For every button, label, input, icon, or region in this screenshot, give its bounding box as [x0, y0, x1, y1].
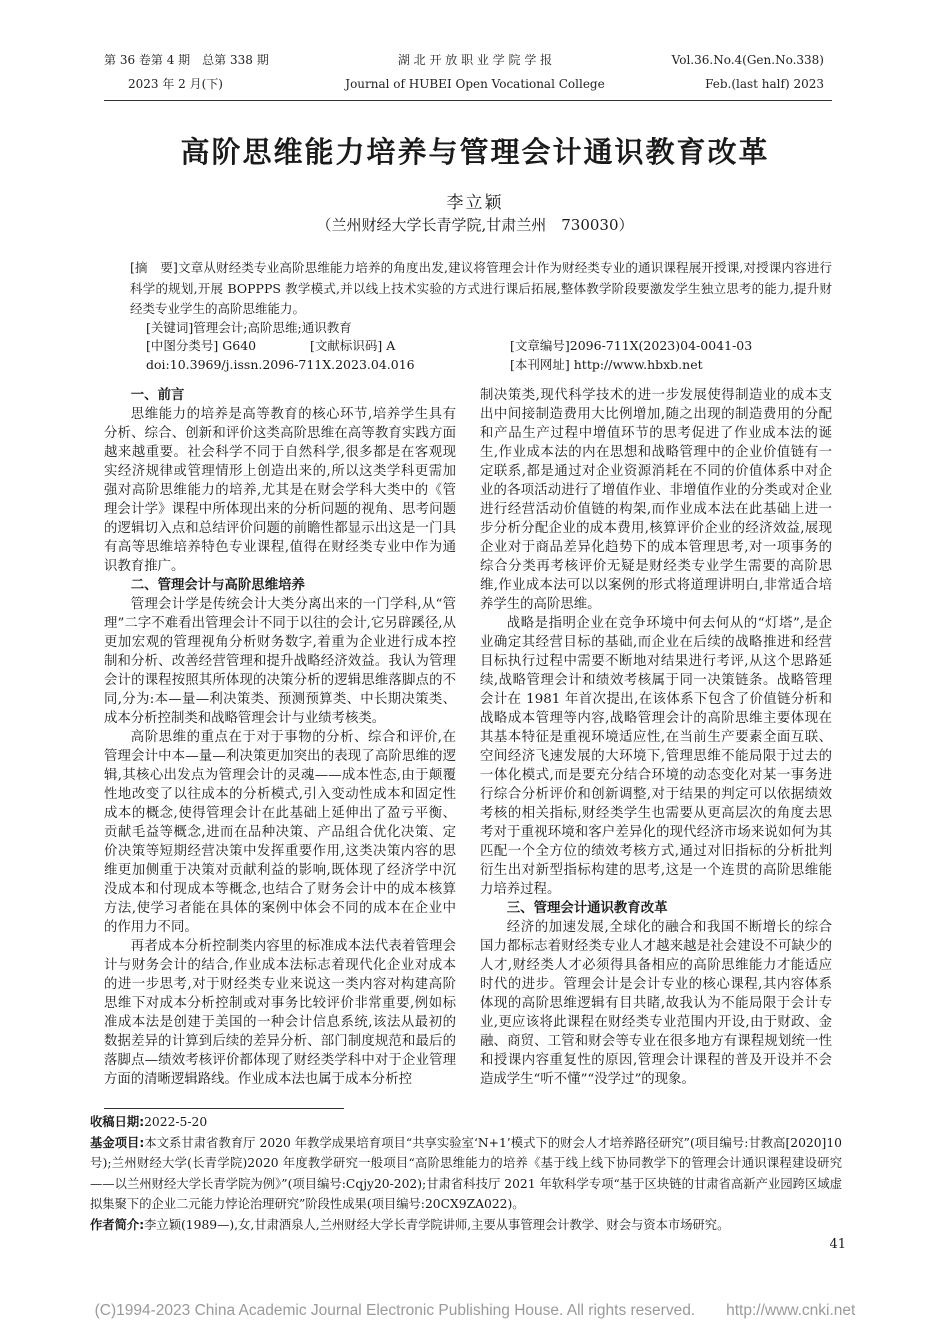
header-volume-en-line1: Vol.36.No.4(Gen.No.338): [671, 53, 824, 67]
author-bio-label: 作者简介:: [90, 1217, 145, 1232]
document-code: [310, 336, 395, 356]
journal-website: [510, 355, 703, 375]
header-journal-cn: 湖 北 开 放 职 业 学 院 学 报: [397, 53, 553, 67]
body-column-left: [104, 386, 456, 1089]
footnotes: [90, 1112, 842, 1235]
keywords: [146, 318, 352, 338]
article-number-label: [文章编号]: [510, 338, 570, 353]
header-date: 2023 年 2 月(下): [128, 77, 223, 91]
section-2-paragraph-1: 管理会计学是传统会计大类分离出来的一门学科,从“管理”二字不难看出管理会计不同于以往的会计,它另辟蹊径,从更加宏观的管理视角分析财务数字,着重为企业进行成本控制和分析、改善经营管理和提升战略经济效益。我认为管理会计的课程按照其所体现的决策分析的逻辑思维落脚点的不同,分为:本—量—利决策类、预测预算类、中长期决策类、成本分析控制类和战略管理会计与业绩考核类。: [104, 597, 456, 726]
section-2-paragraph-2: 高阶思维的重点在于对于事物的分析、综合和评价,在管理会计中本—量—利决策更加突出的表现了高阶思维的逻辑,其核心出发点为管理会计的灵魂——成本性态,由于颠覆性地改变了以往成本的分析模式,引入变动性成本和固定性成本的概念,使得管理会计在此基础上延伸出了盈亏平衡、贡献毛益等概念,进而在品种决策、产品组合优化决策、定价决策等短期经营决策中发挥重要作用,这类决策内容的思维更加侧重于决策对贡献利益的影响,既体现了经济学中沉没成本和付现成本等概念,也结合了财务会计中的成本核算方法,使学习者能在具体的案例中体会不同的成本在企业中的作用力不同。: [104, 730, 456, 935]
article-number-value: 2096-711X(2023)04-0041-03: [569, 338, 753, 353]
fund-label: 基金项目:: [90, 1135, 145, 1150]
abstract-text: 文章从财经类专业高阶思维能力培养的角度出发,建议将管理会计作为财经类专业的通识课程展开授课,对授课内容进行科学的规划,开展 BOPPPS 教学模式,并以线上技术实验的方式进行课后拓展,整体教学阶段要激发学生独立思考的能力,提升财经类专业学生的高阶思维能力。: [130, 260, 832, 316]
clc-value: G640: [222, 338, 257, 353]
article-affiliation: （兰州财经大学长青学院,甘肃兰州 730030）: [316, 216, 634, 234]
clc-number: [146, 336, 256, 356]
keywords-text: 管理会计;高阶思维;通识教育: [193, 320, 352, 335]
abstract-label: [摘 要]: [130, 260, 178, 275]
document-code-label: [文献标识码]: [310, 338, 383, 353]
header-volume: 第 36 卷第 4 期 总第 338 期: [104, 53, 269, 67]
article-number: [510, 336, 752, 356]
fund-text: 本文系甘肃省教育厅 2020 年教学成果培育项目“共享实验室‘N+1’模式下的财会人才培养路径研究”(项目编号:甘教高[2020]10 号);兰州财经大学(长青学院)2020 年度教学研究一般项目“高阶思维能力的培养《基于线上线下协同教学下的管理会计通识课程建设研究——以兰州财经大学长青学院为例》”(项目编号:Cqjy20-202);甘肃省科技厅 2021 年软科学专项“基于区块链的甘肃省高新产业园跨区域虚拟集聚下的企业二元能力悖论治理研究”阶段性成果(项目编号:20CX9ZA022)。: [90, 1135, 842, 1211]
header-journal-en: Journal of HUBEI Open Vocational College: [345, 77, 605, 91]
section-1-paragraph: 思维能力的培养是高等教育的核心环节,培养学生具有分析、综合、创新和评价这类高阶思维在高等教育实践方面越来越重要。社会科学不同于自然科学,很多都是在客观现实经济规律或管理情形上创造出来的,所以这类学科更需加强对高阶思维能力的培养,尤其是在财会学科大类中的《管理会计学》课程中所体现出来的分析问题的视角、思考问题的逻辑切入点和总结评价问题的前瞻性都显示出这是一门具有高等思维培养特色专业课程,值得在财经类专业中作为通识教育推广。: [104, 407, 456, 574]
footnote-divider: [104, 1108, 344, 1109]
section-2-heading: 二、管理会计与高阶思维培养: [130, 578, 305, 593]
journal-website-label: [本刊网址]: [510, 357, 570, 372]
abstract-block: [130, 258, 832, 320]
section-3-heading: 三、管理会计通识教育改革: [506, 901, 668, 916]
author-bio: [90, 1215, 842, 1236]
header-volume-en-line2: Feb.(last half) 2023: [705, 77, 824, 91]
document-code-value: A: [386, 338, 396, 353]
page-number: 41: [829, 1237, 846, 1252]
received-label: 收稿日期:: [90, 1115, 145, 1129]
clc-label: [中图分类号]: [146, 338, 219, 353]
article-author: 李立颖: [446, 193, 504, 213]
section-3-paragraph-1: 经济的加速发展,全球化的融合和我国不断增长的综合国力都标志着财经类专业人才越来越是社会建设不可缺少的人才,财经类人才必须得具备相应的高阶思维能力才能适应时代的进步。管理会计是会计专业的核心课程,其内容体系体现的高阶思维逻辑有目共睹,故我认为不能局限于会计专业,更应该将此课程在财经类专业范围内开设,由于财政、金融、商贸、工管和财会等专业在很多地方有课程规划统一性和授课内容重复性的原因,管理会计课程的普及开设并不会造成学生“听不懂”“没学过”的现象。: [480, 920, 832, 1087]
received-date: [90, 1112, 842, 1133]
doi: doi:10.3969/j.issn.2096-711X.2023.04.016: [146, 357, 415, 372]
fund-info: [90, 1133, 842, 1215]
copyright-watermark: (C)1994-2023 China Academic Journal Electronic Publishing House. All rights reserved. http://www.cnki.net: [94, 1302, 856, 1319]
section-2-paragraph-3: 再者成本分析控制类内容里的标准成本法代表着管理会计与财务会计的结合,作业成本法标志着现代化企业对成本的进一步思考,对于财经类专业来说这一类内容对构建高阶思维下对成本分析控制或对事务比较评价非常重要,例如标准成本法是创建于美国的一种会计信息系统,该法从最初的数据差异的计算到后续的差异分析、部门制度规范和最后的落脚点—绩效考核评价都体现了财经类学科中对于企业管理方面的清晰逻辑路线。作业成本法也属于成本分析控: [104, 939, 456, 1087]
body-column-right: [480, 386, 832, 1089]
article-title: 高阶思维能力培养与管理会计通识教育改革: [180, 135, 770, 169]
section-2-paragraph-3-continued: 制决策类,现代科学技术的进一步发展使得制造业的成本支出中间接制造费用大比例增加,随之出现的制造费用的分配和产品生产过程中增值环节的思考促进了作业成本法的诞生,作业成本法的内在思想和战略管理中的企业价值链有一定联系,都是通过对企业资源消耗在不同的价值体系中对企业的各项活动进行了增值作业、非增值作业的分类或对企业进行经营活动价值链的构架,而作业成本法在此基础上进一步分析分配企业的成本费用,核算评价企业的经济效益,展现企业对于商品差异化趋势下的成本管理思考,对一项事务的综合分类再考核评价无疑是财经类专业学生需要的高阶思维,作业成本法可以以案例的形式将道理讲明白,非常适合培养学生的高阶思维。: [480, 388, 832, 612]
author-bio-text: 李立颖(1989—),女,甘肃酒泉人,兰州财经大学长青学院讲师,主要从事管理会计教学、财会与资本市场研究。: [144, 1217, 730, 1232]
journal-website-url[interactable]: http://www.hbxb.net: [573, 357, 703, 372]
header-volume-en: [672, 48, 824, 96]
received-value: 2022-5-20: [144, 1115, 208, 1129]
section-1-heading: 一、前言: [130, 388, 185, 403]
header-divider: [104, 100, 832, 101]
keywords-label: [关键词]: [146, 320, 194, 335]
section-2-paragraph-4: 战略是指明企业在竞争环境中何去何从的“灯塔”,是企业确定其经营目标的基础,而企业在后续的战略推进和经营目标执行过程中需要不断地对结果进行考评,从这个思路延续,战略管理会计和绩效考核属于同一决策链条。战略管理会计在 1981 年首次提出,在该体系下包含了价值链分析和战略成本管理等内容,战略管理会计的高阶思维主要体现在其基本特征是重视环境适应性,在当前生产要素全面互联、空间经济飞速发展的大环境下,管理思维不能局限于过去的一体化模式,而是要充分结合环境的动态变化对某一事务进行综合分析评价和创新调整,对于结果的判定可以依据绩效考核的相关指标,财经类学生也需要从更高层次的角度去思考对于重视环境和客户差异化的现代经济市场来说如何为其匹配一个全方位的绩效考核方式,通过对旧指标的分析批判衍生出对新型指标构建的思考,这是一个连贯的高阶思维能力培养过程。: [480, 616, 832, 897]
